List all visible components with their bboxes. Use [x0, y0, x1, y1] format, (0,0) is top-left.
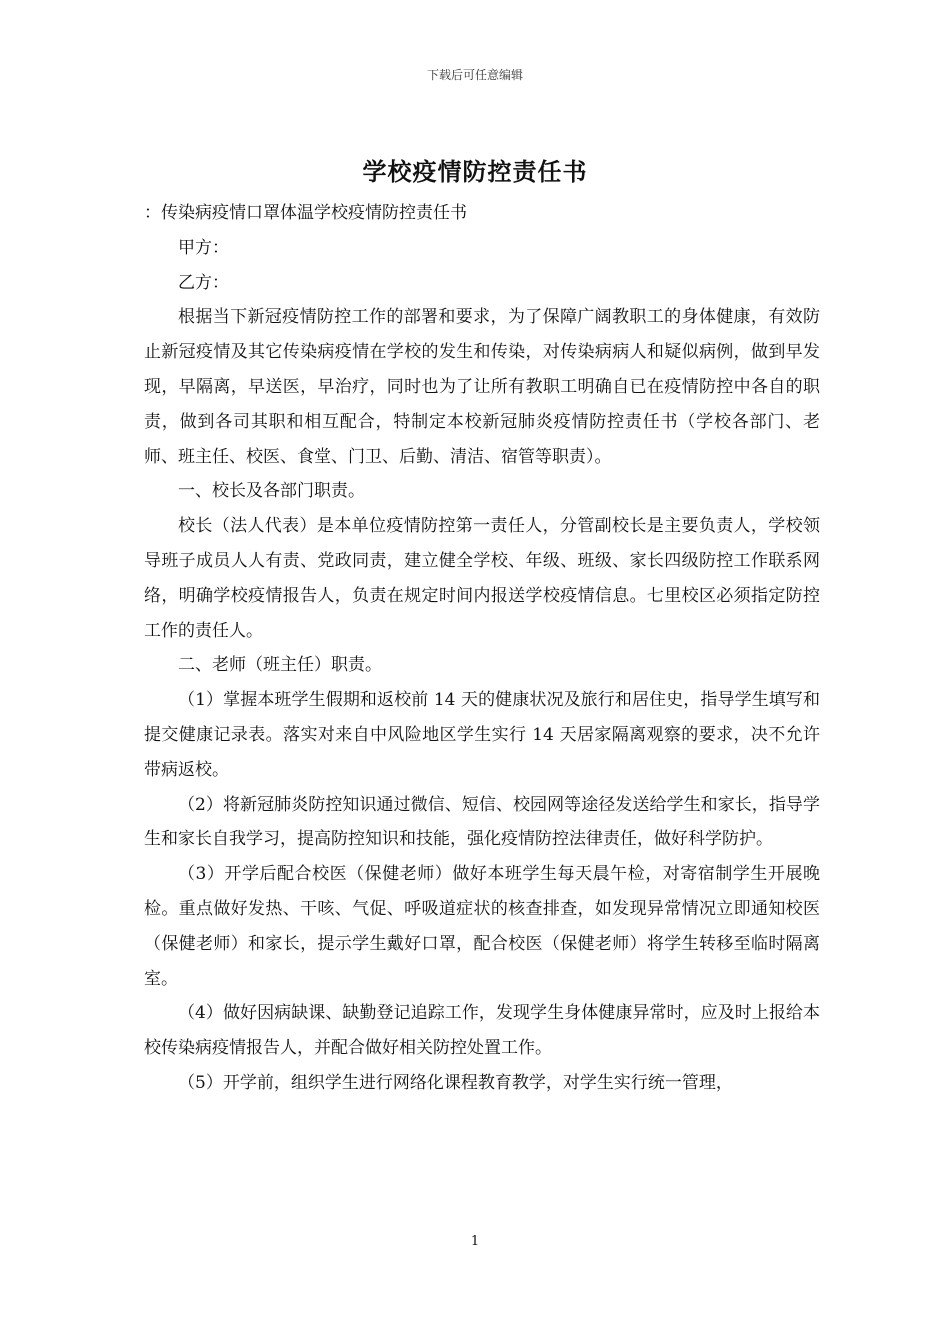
item-1: （1）掌握本班学生假期和返校前 14 天的健康状况及旅行和居住史，指导学生填写和提交健康记录表。落实对来自中风险地区学生实行 14 天居家隔离观察的要求，决不允许带病返校。 — [144, 690, 820, 780]
party-b-line: 乙方： — [178, 272, 229, 293]
section-heading-1: 一、校长及各部门职责。 — [178, 481, 365, 502]
document-title: 学校疫情防控责任书 — [362, 157, 588, 186]
paragraph-principal: 校长（法人代表）是本单位疫情防控第一责任人，分管副校长是主要负责人，学校领导班子成员人人有责、党政同责，建立健全学校、年级、班级、家长四级防控工作联系网络，明确学校疫情报告人，负责在规定时间内报送学校疫情信息。七里校区必须指定防控工作的责任人。 — [144, 516, 820, 641]
party-a-line: 甲方： — [178, 237, 229, 258]
intro-paragraph: 根据当下新冠疫情防控工作的部署和要求，为了保障广阔教职工的身体健康，有效防止新冠疫情及其它传染病疫情在学校的发生和传染，对传染病病人和疑似病例，做到早发现，早隔离，早送医，早治疗，同时也为了让所有教职工明确自已在疫情防控中各自的职责，做到各司其职和相互配合，特制定本校新冠肺炎疫情防控责任书（学校各部门、老师、班主任、校医、食堂、门卫、后勤、清洁、宿管等职责）。 — [144, 307, 820, 467]
item-4: （4）做好因病缺课、缺勤登记追踪工作，发现学生身体健康异常时，应及时上报给本校传染病疫情报告人，并配合做好相关防控处置工作。 — [144, 1003, 820, 1059]
document-body — [144, 196, 820, 1101]
page-header: 下载后可任意编辑 — [426, 68, 523, 82]
item-2: （2）将新冠肺炎防控知识通过微信、短信、校园网等途径发送给学生和家长，指导学生和家长自我学习，提高防控知识和技能，强化疫情防控法律责任，做好科学防护。 — [144, 794, 820, 850]
subtitle-line: ：传染病疫情口罩体温学校疫情防控责任书 — [144, 203, 467, 223]
item-5: （5）开学前，组织学生进行网络化课程教育教学，对学生实行统一管理， — [178, 1072, 733, 1093]
section-heading-2: 二、老师（班主任）职责。 — [178, 655, 382, 676]
page-number: 1 — [470, 1234, 480, 1249]
item-3: （3）开学后配合校医（保健老师）做好本班学生每天晨午检，对寄宿制学生开展晚检。重点做好发热、干咳、气促、呼吸道症状的核查排查，如发现异常情况立即通知校医（保健老师）和家长，提示学生戴好口罩，配合校医（保健老师）将学生转移至临时隔离室。 — [144, 864, 820, 989]
